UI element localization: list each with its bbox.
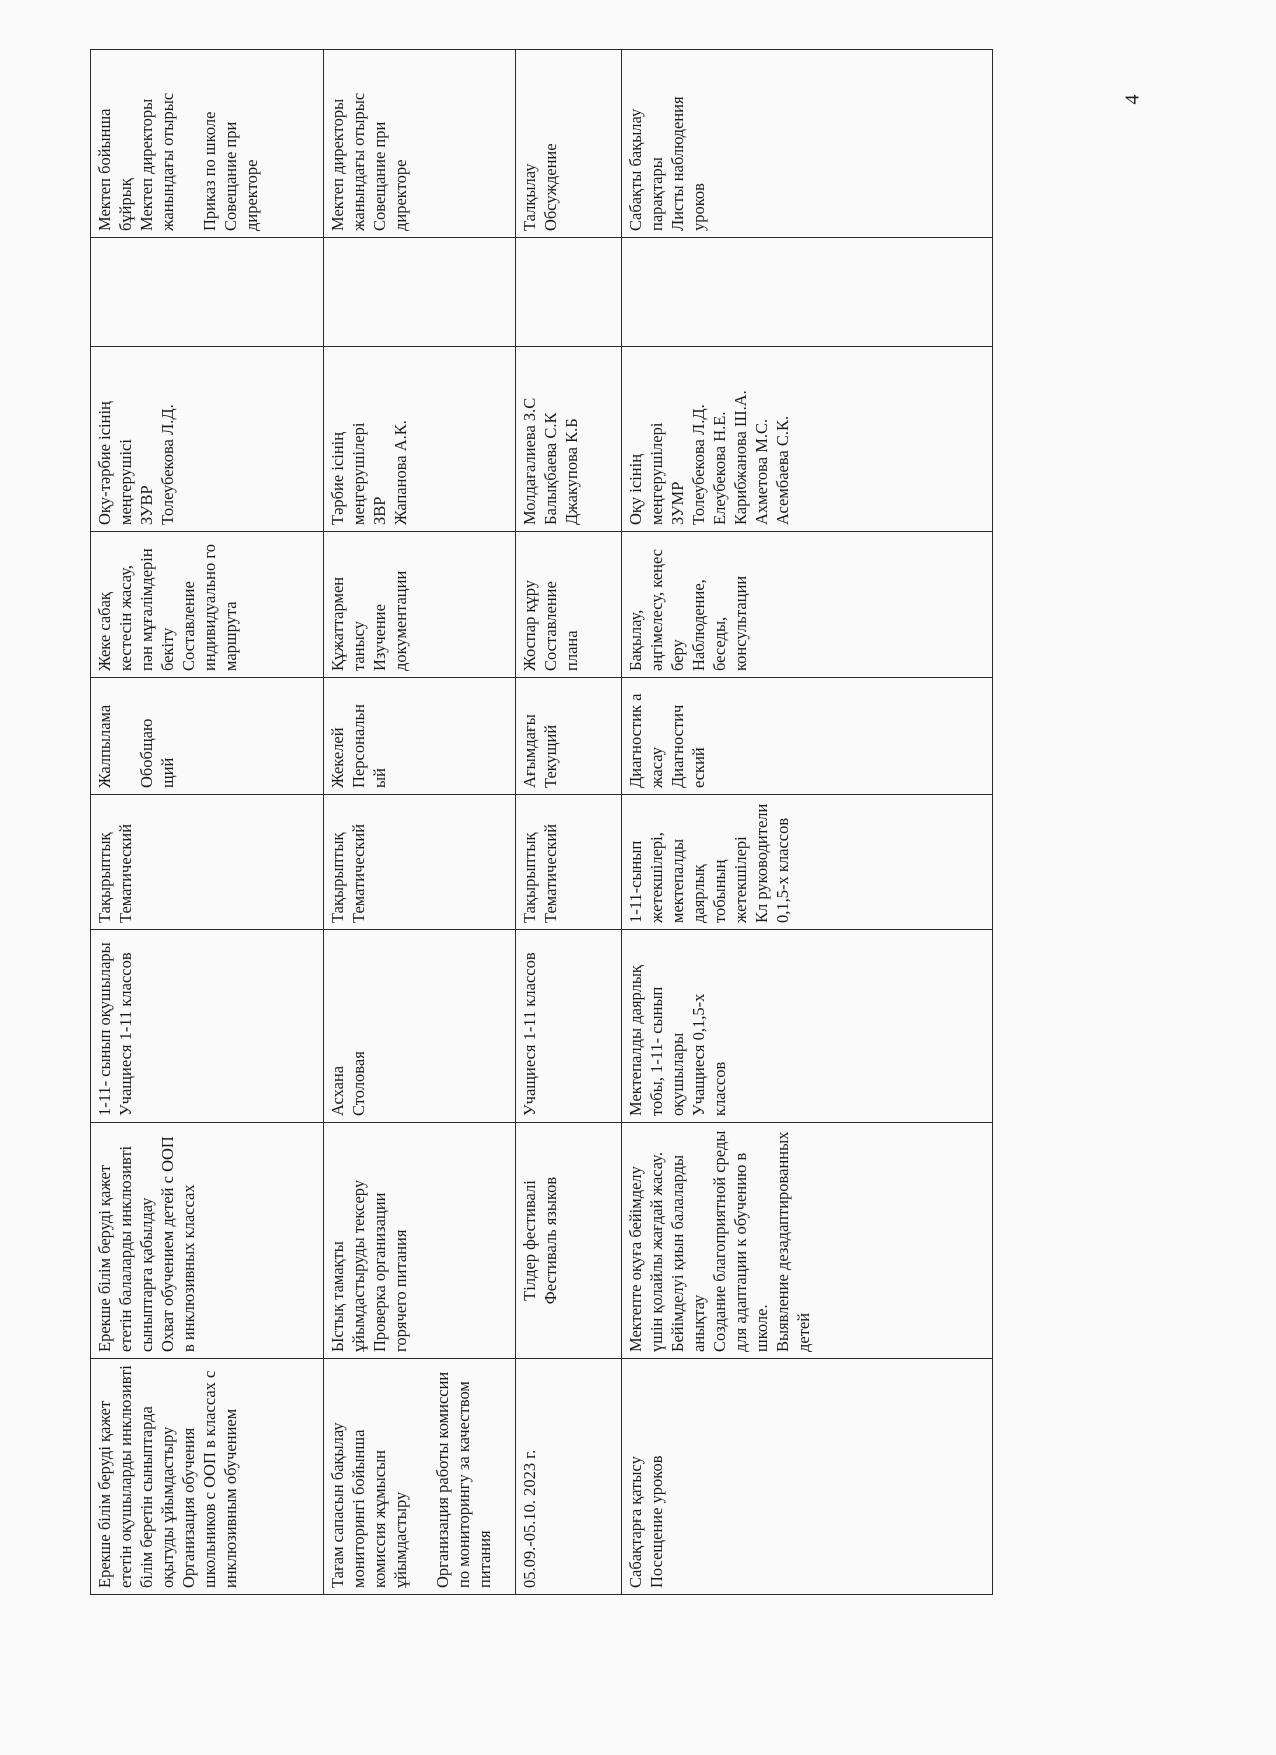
cell-result: Сабақты бақылау парақтары Листы наблюдения уроков xyxy=(622,50,993,238)
cell-method: Жоспар құру Составление плана xyxy=(516,532,622,678)
cell-result: Мектеп бойынша бұйрық Мектеп директоры жанындағы отырыс Приказ по школе Совещание при директоре xyxy=(91,50,324,238)
cell-topic: Ерекше білім беруді қажет ететін оқушыларды инклюзивті білім беретін сыныптарда оқытуды ұйымдастыру Организация обучения школьников с ООП в классах с инклюзивным обучением xyxy=(91,1359,324,1595)
cell-object: 1-11- сынып оқушылары Учащиеся 1-11 классов xyxy=(91,930,324,1123)
cell-goal: Ерекше білім беруді қажет ететін балаларды инклюзивті сыныптарға қабылдау Охват обучением детей с ООП в инклюзивных классах xyxy=(91,1123,324,1359)
cell-result: Мектеп директоры жанындағы отырыс Совещание при директоре xyxy=(324,50,516,238)
cell-type: Тақырыптық Тематический xyxy=(91,795,324,930)
cell-goal: Ыстық тамақты ұйымдастыруды тексеру Проверка организации горячего питания xyxy=(324,1123,516,1359)
table-row xyxy=(324,50,516,1595)
cell-responsible: Оқу ісінің меңгерушілері ЗУМР Толеубекова Л.Д. Елеубекова Н.Е. Карибжанова Ш.А. Ахметова М.С. Асембаева С.К. xyxy=(622,347,993,532)
cell-deadline xyxy=(516,238,622,347)
table-row xyxy=(91,50,324,1595)
cell-topic: Тағам сапасын бақылау мониторингі бойынша комиссия жұмысын ұйымдастыру Организация работы комиссии по мониторингу за качеством питания xyxy=(324,1359,516,1595)
cell-object: Учащиеся 1-11 классов xyxy=(516,930,622,1123)
cell-deadline xyxy=(91,238,324,347)
cell-form: Диагностик а жасау Диагностич еский xyxy=(622,678,993,795)
cell-type: 1-11-сынып жетекшілері, мектепалды даярлық тобының жетекшілері Кл руководители 0,1,5-х классов xyxy=(622,795,993,930)
table-row xyxy=(622,50,993,1595)
cell-method: Бақылау, әңгімелесу, кеңес беру Наблюдение, беседы, консультации xyxy=(622,532,993,678)
cell-object: Мектепалды даярлық тобы, 1-11- сынып оқушылары Учащиеся 0,1,5-х классов xyxy=(622,930,993,1123)
page-number: 4 xyxy=(1121,94,1144,105)
cell-topic: 05.09.-05.10. 2023 г. xyxy=(516,1359,622,1595)
cell-goal: Тілдер фестивалі Фестиваль языков xyxy=(516,1123,622,1359)
rotated-table-container xyxy=(90,50,992,1595)
cell-goal: Мектепте оқуға бейімделу үшін қолайлы жағдай жасау. Бейімделуі қиын балаларды анықтау Создание благоприятной среды для адаптации к обучению в школе. Выявление дезадаптированных детей xyxy=(622,1123,993,1359)
cell-type: Тақырыптық Тематический xyxy=(516,795,622,930)
cell-result: Талқылау Обсуждение xyxy=(516,50,622,238)
cell-deadline xyxy=(622,238,993,347)
cell-form: Ағымдағы Текущий xyxy=(516,678,622,795)
cell-form: Жекелей Персональн ый xyxy=(324,678,516,795)
cell-responsible: Молдағалиева З.С Балықбаева С.К Джакупова К.Б xyxy=(516,347,622,532)
table-row xyxy=(516,50,622,1595)
cell-method: Құжаттармен танысу Изучение документации xyxy=(324,532,516,678)
control-plan-table xyxy=(90,49,993,1595)
cell-type: Тақырыптық Тематический xyxy=(324,795,516,930)
cell-topic: Сабақтарға қатысу Посещение уроков xyxy=(622,1359,993,1595)
cell-form: Жалпылама Обобщаю щий xyxy=(91,678,324,795)
cell-deadline xyxy=(324,238,516,347)
cell-responsible: Тәрбие ісінің меңгерушілері ЗВР Жапанова А.К. xyxy=(324,347,516,532)
cell-object: Асхана Столовая xyxy=(324,930,516,1123)
scan-header-mark xyxy=(470,8,730,34)
cell-responsible: Оқу-тәрбие ісінің меңгерушісі ЗУВР Толеубекова Л.Д. xyxy=(91,347,324,532)
cell-method: Жеке сабақ кестесін жасау, пән мұғалімдерін бекіту Составление индивидуально го маршрута xyxy=(91,532,324,678)
